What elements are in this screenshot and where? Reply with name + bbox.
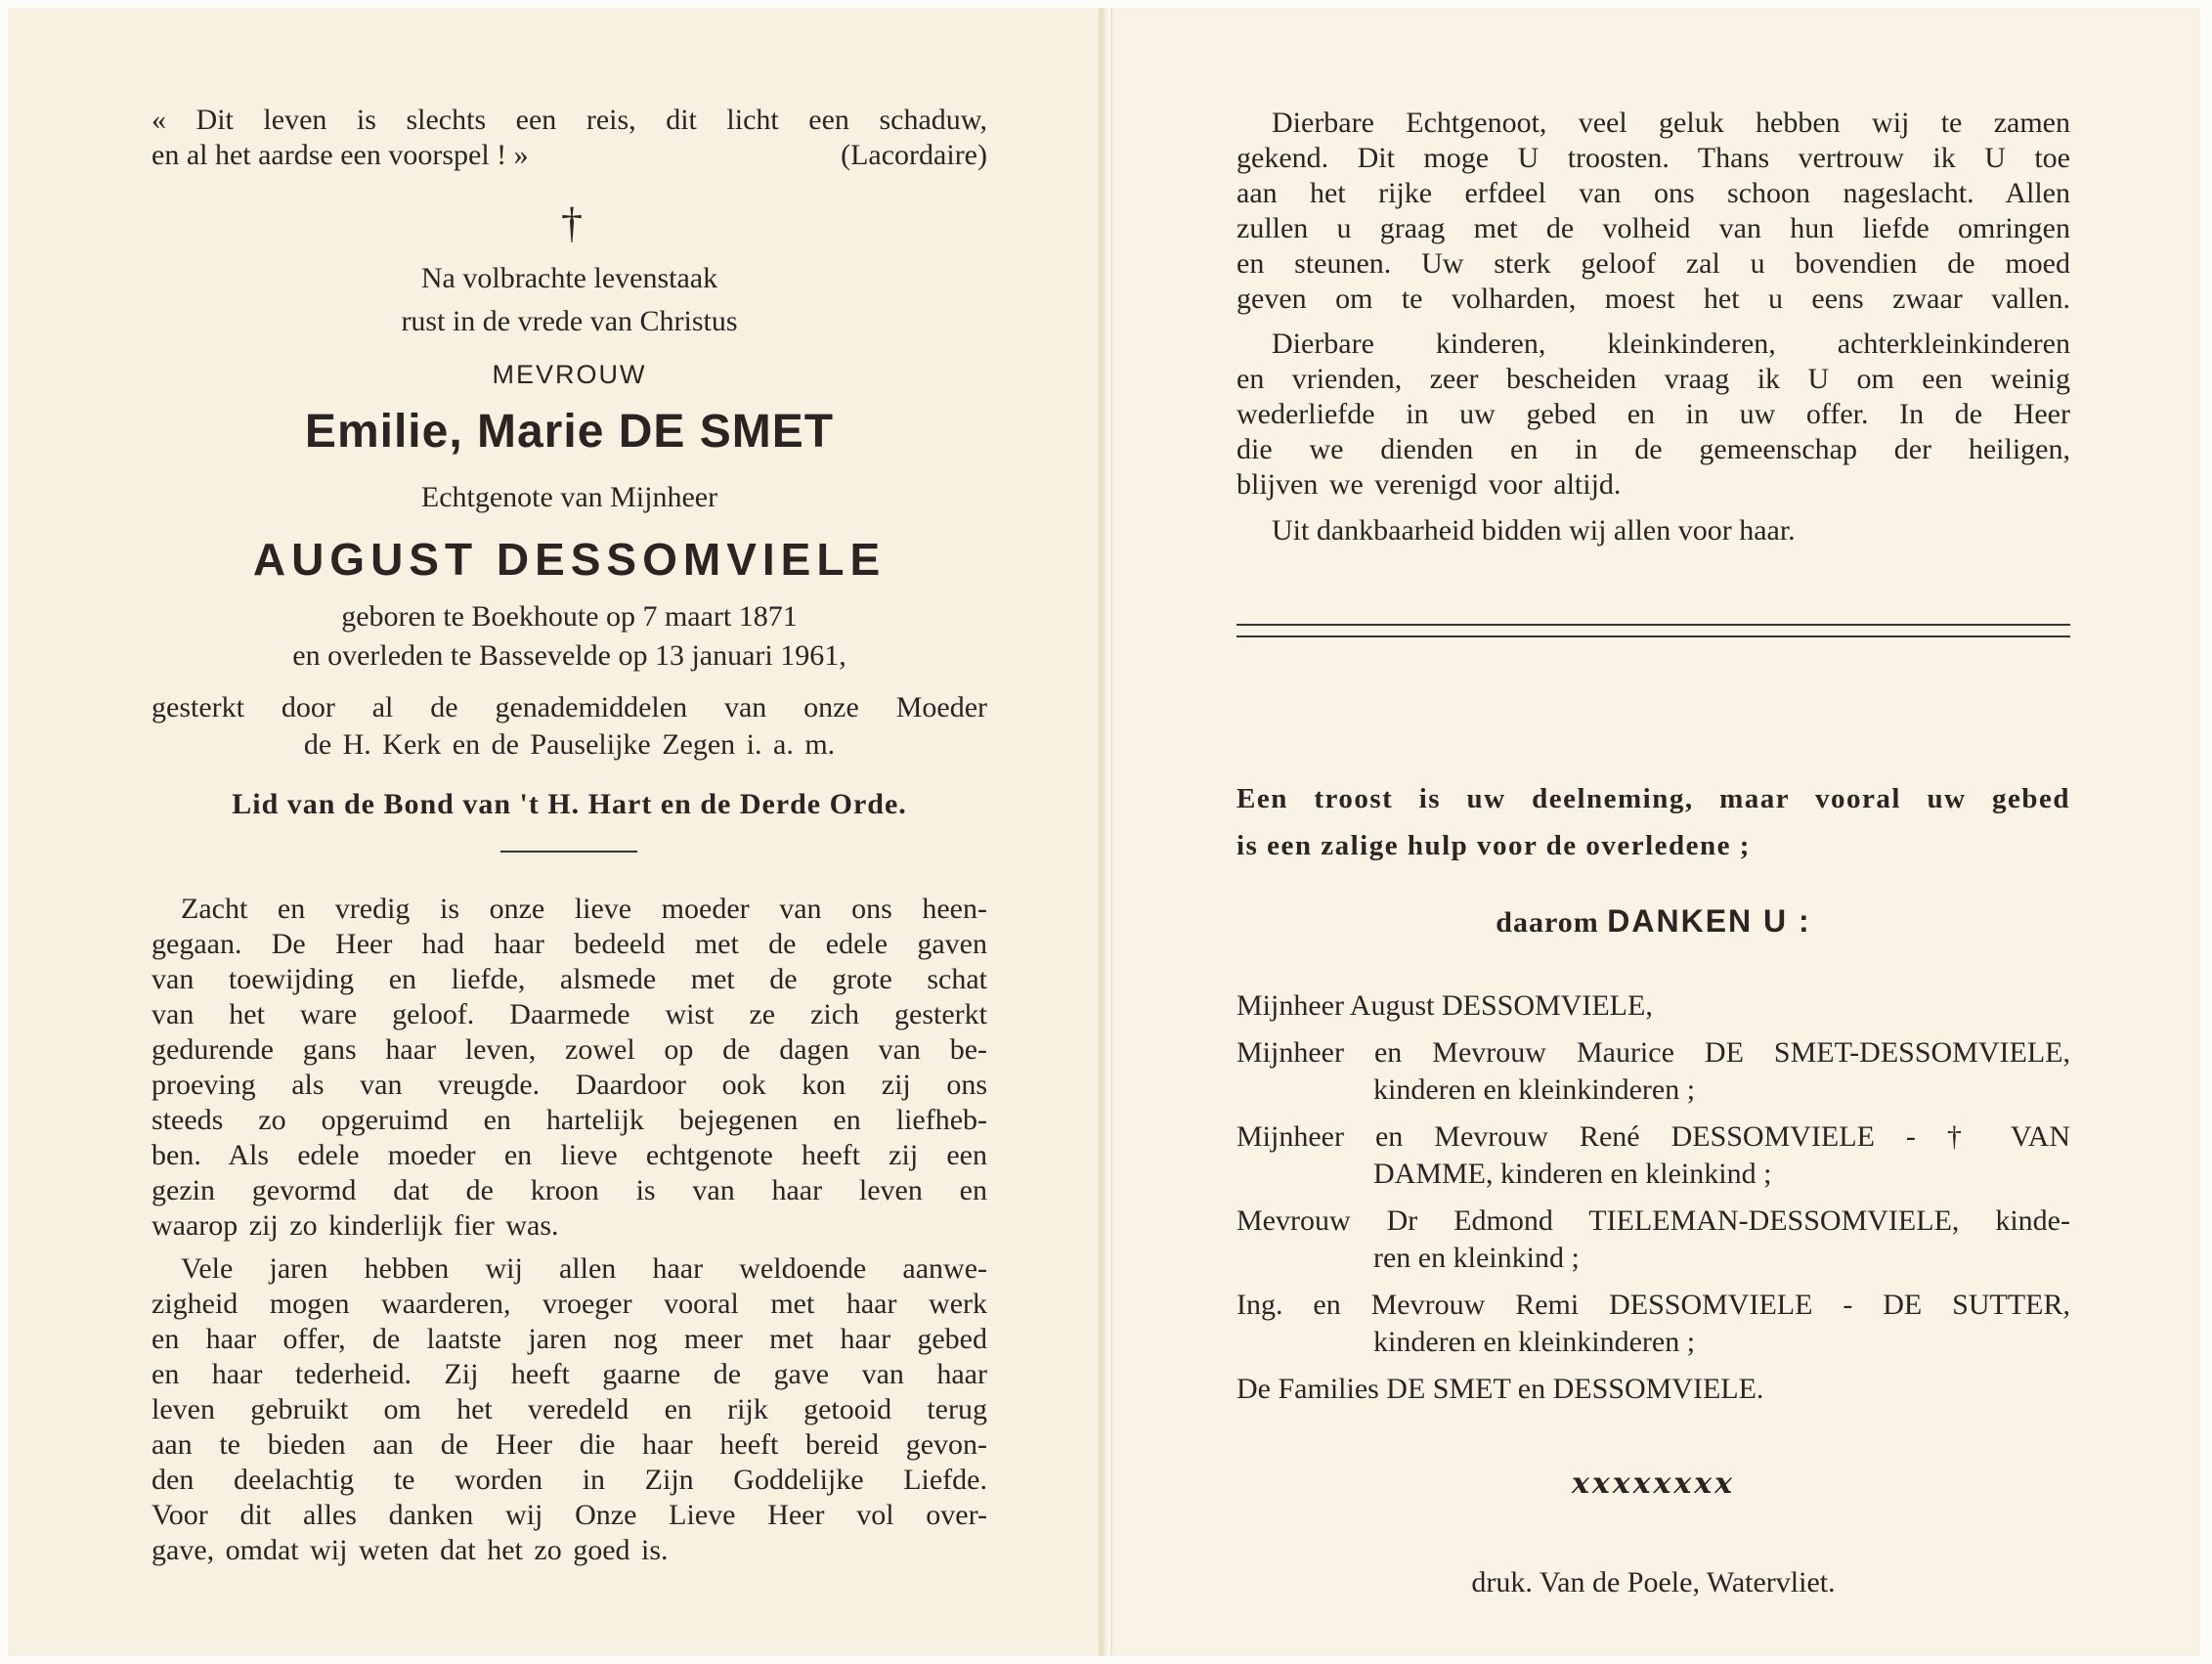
r-para2-line-3: wederliefde in uw gebed en in uw offer. In de Heer	[1236, 398, 2070, 430]
intro-text	[152, 260, 987, 340]
para2-line-7: den deelachtig te worden in Zijn Goddelijke Liefde.	[152, 1464, 987, 1496]
para1-line-7: steeds zo opgeruimd en hartelijk bejegenen en liefheb-	[152, 1104, 987, 1136]
family-6-line: De Families DE SMET en DESSOMVIELE.	[1236, 1373, 1764, 1405]
card-fold	[1101, 8, 1110, 1656]
r-para1-line-2: gekend. Dit moge U troosten. Thans vertrouw ik U toe	[1236, 142, 2070, 174]
thanks-statement	[1236, 775, 2070, 869]
para1-line-4: van het ware geloof. Daarmede wist ze zich gesterkt	[152, 998, 987, 1030]
birth-line: geboren te Boekhoute op 7 maart 1871	[341, 600, 798, 633]
family-entry-2	[1236, 1034, 2070, 1109]
ornament-divider: ⅹⅹⅹⅹⅹⅹⅹⅹ	[1571, 1467, 1736, 1500]
r-para2-line-5: blijven we verenigd voor altijd.	[1236, 468, 1622, 501]
sacraments-line-1: gesterkt door al de genademiddelen van onze Moeder	[152, 691, 987, 723]
family-2-line-1: Mijnheer en Mevrouw Maurice DE SMET-DESSOMVIELE,	[1236, 1036, 2070, 1069]
family-entry-5	[1236, 1287, 2070, 1361]
family-entry-3	[1236, 1118, 2070, 1193]
family-4-line-2: ren en kleinkind ;	[1373, 1242, 1580, 1274]
birth-death-dates	[152, 598, 987, 675]
para2-line-4: en haar tederheid. Zij heeft gaarne de gave van haar	[152, 1358, 987, 1390]
r-para2-line-4: die we dienden en in de gemeenschap der heiligen,	[1236, 433, 2070, 465]
para1-line-2: gegaan. De Heer had haar bedeeld met de edele gaven	[152, 928, 987, 960]
epigraph-quote	[152, 103, 987, 173]
family-3-line-1: Mijnheer en Mevrouw René DESSOMVIELE - † VAN	[1236, 1120, 2070, 1153]
thanks-heading	[1236, 903, 2070, 940]
family-entry-4	[1236, 1203, 2070, 1277]
intro-line-2: rust in de vrede van Christus	[401, 305, 738, 337]
para2-line-8: Voor dit alles danken wij Onze Lieve Heer vol over-	[152, 1499, 987, 1531]
para2-line-3: en haar offer, de laatste jaren nog meer met haar gebed	[152, 1323, 987, 1355]
para2-line-1: Vele jaren hebben wij allen haar weldoende aanwe-	[181, 1252, 987, 1285]
family-list	[1236, 987, 2070, 1418]
family-2-line-2: kinderen en kleinkinderen ;	[1373, 1073, 1696, 1106]
r-para2-line-2: en vrienden, zeer bescheiden vraag ik U om een weinig	[1236, 363, 2070, 395]
r-para2-line-1: Dierbare kinderen, kleinkinderen, achterkleinkinderen	[1272, 328, 2070, 360]
farewell-paragraph-2	[1236, 327, 2070, 503]
family-3-line-2: DAMME, kinderen en kleinkind ;	[1373, 1158, 1772, 1190]
thanks-heading-pre: daarom	[1496, 906, 1599, 939]
sacraments-line-2: de H. Kerk en de Pauselijke Zegen i. a. m.	[303, 728, 836, 761]
spouse-intro: Echtgenote van Mijnheer	[420, 481, 718, 513]
para2-line-5: leven gebruikt om het veredeld en rijk getooid terug	[152, 1393, 987, 1425]
farewell-paragraph-3: Uit dankbaarheid bidden wij allen voor haar.	[1272, 514, 1796, 547]
family-5-line-1: Ing. en Mevrouw Remi DESSOMVIELE - DE SUTTER,	[1236, 1289, 2070, 1321]
deceased-name: Emilie, Marie DE SMET	[304, 406, 835, 458]
quote-line-1: « Dit leven is slechts een reis, dit licht een schaduw,	[152, 104, 987, 136]
farewell-paragraph-1	[1236, 106, 2070, 317]
divider-short	[500, 851, 637, 853]
thanks-line-2: is een zalige hulp voor de overledene ;	[1236, 830, 1751, 861]
para1-line-9: gezin gevormd dat de kroon is van haar leven en	[152, 1174, 987, 1206]
thanks-heading-main: DANKEN U :	[1607, 903, 1811, 939]
para1-line-6: proeving als van vreugde. Daardoor ook kon zij ons	[152, 1069, 987, 1101]
para2-line-6: aan te bieden aan de Heer die haar heeft bereid gevon-	[152, 1428, 987, 1461]
r-para1-line-3: aan het rijke erfdeel van ons schoon nageslacht. Allen	[1236, 177, 2070, 209]
sacraments-text	[152, 690, 987, 763]
r-para1-line-1: Dierbare Echtgenoot, veel geluk hebben wij te zamen	[1272, 107, 2070, 139]
family-entry-1	[1236, 987, 2070, 1025]
deceased-title: MEVROUW	[492, 360, 647, 389]
r-para1-line-4: zullen u graag met de volheid van hun liefde omringen	[1236, 212, 2070, 244]
spouse-name: AUGUST DESSOMVIELE	[252, 534, 887, 585]
printer-credit: druk. Van de Poele, Watervliet.	[1471, 1566, 1836, 1598]
biography-paragraph-1	[152, 892, 987, 1244]
family-entry-6	[1236, 1371, 2070, 1408]
para2-line-9: gave, omdat wij weten dat het zo goed is.	[152, 1534, 669, 1566]
intro-line-1: Na volbrachte levenstaak	[420, 262, 718, 294]
quote-line-2: en al het aardse een voorspel ! »	[152, 139, 529, 171]
para1-line-5: gedurende gans haar leven, zowel op de dagen van be-	[152, 1033, 987, 1066]
cross-symbol: †	[561, 199, 583, 247]
r-para1-line-6: geven om te volharden, moest het u eens zwaar vallen.	[1236, 283, 2070, 315]
biography-paragraph-2	[152, 1251, 987, 1568]
para1-line-10: waarop zij zo kinderlijk fier was.	[152, 1209, 559, 1242]
family-5-line-2: kinderen en kleinkinderen ;	[1373, 1326, 1696, 1358]
double-divider	[1236, 624, 2070, 637]
family-4-line-1: Mevrouw Dr Edmond TIELEMAN-DESSOMVIELE, kinde-	[1236, 1204, 2070, 1237]
family-1-line: Mijnheer August DESSOMVIELE,	[1236, 989, 1653, 1022]
para1-line-3: van toewijding en liefde, alsmede met de grote schat	[152, 963, 987, 995]
para1-line-1: Zacht en vredig is onze lieve moeder van ons heen-	[181, 893, 987, 925]
quote-source: (Lacordaire)	[841, 139, 987, 171]
para2-line-2: zigheid mogen waarderen, vroeger vooral met haar werk	[152, 1288, 987, 1320]
thanks-line-1: Een troost is uw deelneming, maar vooral uw gebed	[1236, 783, 2070, 814]
r-para1-line-5: en steunen. Uw sterk geloof zal u bovendien de moed	[1236, 247, 2070, 280]
membership-line: Lid van de Bond van 't H. Hart en de Derde Orde.	[232, 788, 907, 820]
para1-line-8: ben. Als edele moeder en lieve echtgenote heeft zij een	[152, 1139, 987, 1171]
death-line: en overleden te Bassevelde op 13 januari 1961,	[292, 639, 846, 672]
